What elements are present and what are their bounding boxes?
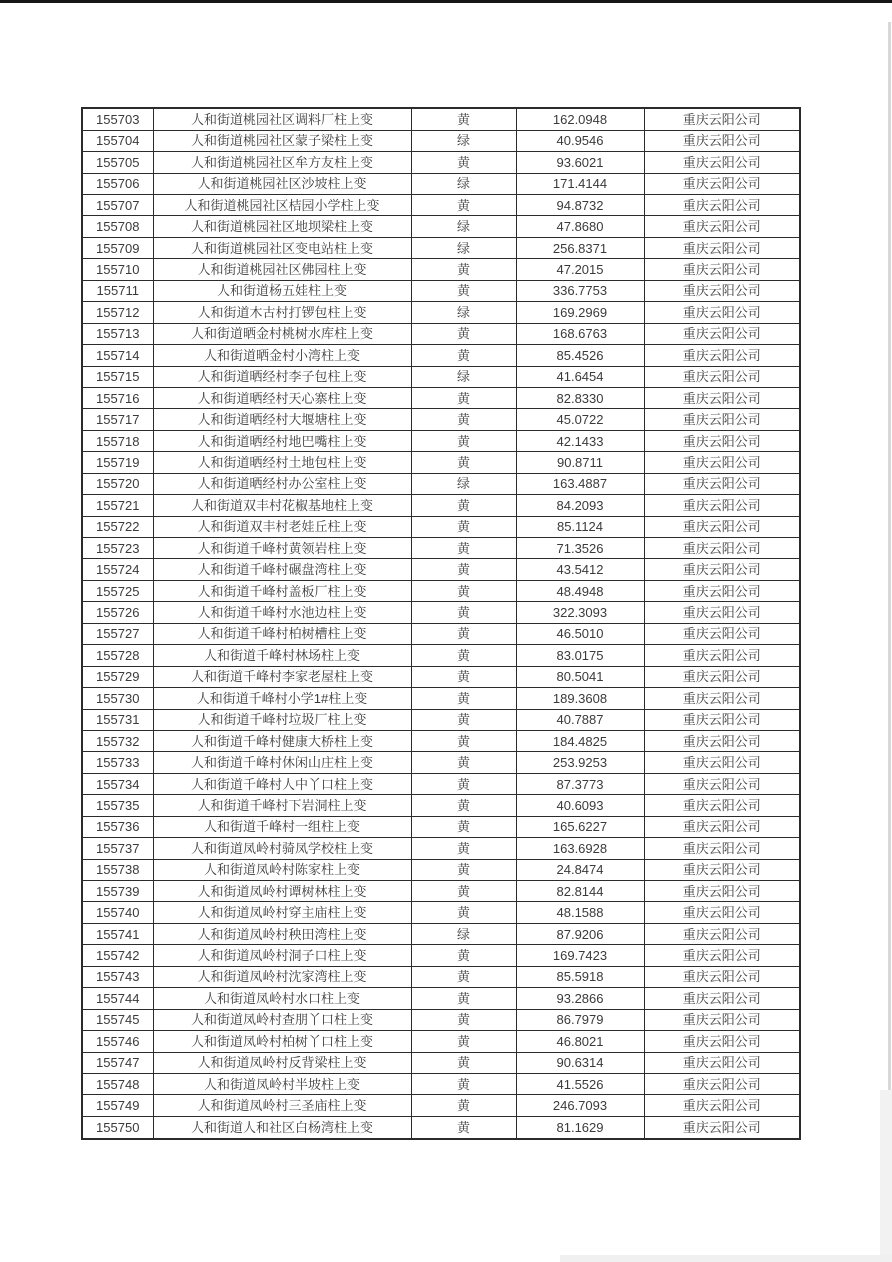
company-cell: 重庆云阳公司 — [644, 816, 800, 837]
value-cell: 84.2093 — [516, 495, 644, 516]
station-name-cell: 人和街道凤岭村水口柱上变 — [153, 988, 411, 1009]
table-row — [82, 452, 800, 473]
status-cell: 黄 — [411, 881, 516, 902]
row-id-cell: 155721 — [82, 495, 153, 516]
station-name-cell: 人和街道双丰村花椒基地柱上变 — [153, 495, 411, 516]
value-cell: 47.2015 — [516, 259, 644, 280]
station-name-cell: 人和街道千峰村林场柱上变 — [153, 645, 411, 666]
company-cell: 重庆云阳公司 — [644, 795, 800, 816]
company-cell: 重庆云阳公司 — [644, 1116, 800, 1139]
station-name-cell: 人和街道晒经村地巴嘴柱上变 — [153, 430, 411, 451]
station-name-cell: 人和街道凤岭村三圣庙柱上变 — [153, 1095, 411, 1116]
table-row — [82, 666, 800, 687]
station-name-cell: 人和街道凤岭村柏树丫口柱上变 — [153, 1031, 411, 1052]
table-row — [82, 323, 800, 344]
station-name-cell: 人和街道凤岭村沈家湾柱上变 — [153, 966, 411, 987]
station-name-cell: 人和街道千峰村碾盘湾柱上变 — [153, 559, 411, 580]
station-name-cell: 人和街道桃园社区佛园柱上变 — [153, 259, 411, 280]
value-cell: 163.6928 — [516, 838, 644, 859]
table-row — [82, 688, 800, 709]
status-cell: 黄 — [411, 1009, 516, 1030]
station-name-cell: 人和街道千峰村一组柱上变 — [153, 816, 411, 837]
station-name-cell: 人和街道千峰村垃圾厂柱上变 — [153, 709, 411, 730]
table-row — [82, 108, 800, 130]
value-cell: 246.7093 — [516, 1095, 644, 1116]
table-row — [82, 130, 800, 151]
row-id-cell: 155734 — [82, 773, 153, 794]
value-cell: 165.6227 — [516, 816, 644, 837]
row-id-cell: 155735 — [82, 795, 153, 816]
company-cell: 重庆云阳公司 — [644, 923, 800, 944]
value-cell: 85.1124 — [516, 516, 644, 537]
status-cell: 黄 — [411, 195, 516, 216]
company-cell: 重庆云阳公司 — [644, 859, 800, 880]
station-name-cell: 人和街道凤岭村查朋丫口柱上变 — [153, 1009, 411, 1030]
status-cell: 黄 — [411, 452, 516, 473]
station-name-cell: 人和街道千峰村柏树槽柱上变 — [153, 623, 411, 644]
company-cell: 重庆云阳公司 — [644, 259, 800, 280]
company-cell: 重庆云阳公司 — [644, 409, 800, 430]
value-cell: 90.6314 — [516, 1052, 644, 1073]
scan-right-shade — [880, 1090, 892, 1262]
station-name-cell: 人和街道千峰村盖板厂柱上变 — [153, 580, 411, 601]
value-cell: 47.8680 — [516, 216, 644, 237]
row-id-cell: 155715 — [82, 366, 153, 387]
scan-bottom-shade — [560, 1255, 892, 1262]
station-name-cell: 人和街道千峰村休闲山庄柱上变 — [153, 752, 411, 773]
status-cell: 黄 — [411, 666, 516, 687]
table-row — [82, 538, 800, 559]
value-cell: 169.7423 — [516, 945, 644, 966]
status-cell: 绿 — [411, 173, 516, 194]
value-cell: 82.8144 — [516, 881, 644, 902]
table-row — [82, 623, 800, 644]
status-cell: 绿 — [411, 237, 516, 258]
row-id-cell: 155740 — [82, 902, 153, 923]
row-id-cell: 155745 — [82, 1009, 153, 1030]
company-cell: 重庆云阳公司 — [644, 108, 800, 130]
status-cell: 黄 — [411, 602, 516, 623]
value-cell: 40.7887 — [516, 709, 644, 730]
row-id-cell: 155738 — [82, 859, 153, 880]
value-cell: 80.5041 — [516, 666, 644, 687]
table-row — [82, 259, 800, 280]
table-row — [82, 195, 800, 216]
value-cell: 82.8330 — [516, 387, 644, 408]
value-cell: 71.3526 — [516, 538, 644, 559]
value-cell: 87.9206 — [516, 923, 644, 944]
scan-right-edge — [888, 22, 891, 1262]
table-row — [82, 559, 800, 580]
status-cell: 黄 — [411, 816, 516, 837]
table-row — [82, 902, 800, 923]
station-name-cell: 人和街道凤岭村半坡柱上变 — [153, 1073, 411, 1094]
status-cell: 绿 — [411, 216, 516, 237]
station-name-cell: 人和街道晒经村大堰塘柱上变 — [153, 409, 411, 430]
status-cell: 黄 — [411, 966, 516, 987]
station-name-cell: 人和街道千峰村黄领岩柱上变 — [153, 538, 411, 559]
station-name-cell: 人和街道人和社区白杨湾柱上变 — [153, 1116, 411, 1139]
station-name-cell: 人和街道桃园社区蒙子梁柱上变 — [153, 130, 411, 151]
station-name-cell: 人和街道晒经村土地包柱上变 — [153, 452, 411, 473]
value-cell: 46.8021 — [516, 1031, 644, 1052]
station-name-cell: 人和街道千峰村李家老屋柱上变 — [153, 666, 411, 687]
value-cell: 40.6093 — [516, 795, 644, 816]
table-row — [82, 709, 800, 730]
value-cell: 46.5010 — [516, 623, 644, 644]
table-row — [82, 1031, 800, 1052]
company-cell: 重庆云阳公司 — [644, 173, 800, 194]
company-cell: 重庆云阳公司 — [644, 688, 800, 709]
row-id-cell: 155737 — [82, 838, 153, 859]
company-cell: 重庆云阳公司 — [644, 773, 800, 794]
row-id-cell: 155714 — [82, 345, 153, 366]
station-name-cell: 人和街道双丰村老娃丘柱上变 — [153, 516, 411, 537]
table-row — [82, 838, 800, 859]
row-id-cell: 155717 — [82, 409, 153, 430]
row-id-cell: 155706 — [82, 173, 153, 194]
status-cell: 绿 — [411, 302, 516, 323]
company-cell: 重庆云阳公司 — [644, 881, 800, 902]
status-cell: 黄 — [411, 345, 516, 366]
status-cell: 黄 — [411, 1116, 516, 1139]
value-cell: 162.0948 — [516, 108, 644, 130]
status-cell: 黄 — [411, 280, 516, 301]
value-cell: 81.1629 — [516, 1116, 644, 1139]
company-cell: 重庆云阳公司 — [644, 516, 800, 537]
value-cell: 184.4825 — [516, 730, 644, 751]
company-cell: 重庆云阳公司 — [644, 280, 800, 301]
value-cell: 41.5526 — [516, 1073, 644, 1094]
table-row — [82, 516, 800, 537]
row-id-cell: 155739 — [82, 881, 153, 902]
value-cell: 171.4144 — [516, 173, 644, 194]
table-row — [82, 752, 800, 773]
company-cell: 重庆云阳公司 — [644, 237, 800, 258]
row-id-cell: 155712 — [82, 302, 153, 323]
status-cell: 绿 — [411, 130, 516, 151]
row-id-cell: 155727 — [82, 623, 153, 644]
value-cell: 163.4887 — [516, 473, 644, 494]
station-name-cell: 人和街道桃园社区调料厂柱上变 — [153, 108, 411, 130]
value-cell: 336.7753 — [516, 280, 644, 301]
company-cell: 重庆云阳公司 — [644, 966, 800, 987]
table-row — [82, 859, 800, 880]
table-row — [82, 152, 800, 173]
table-row — [82, 473, 800, 494]
company-cell: 重庆云阳公司 — [644, 495, 800, 516]
table-row — [82, 173, 800, 194]
status-cell: 黄 — [411, 645, 516, 666]
company-cell: 重庆云阳公司 — [644, 302, 800, 323]
status-cell: 黄 — [411, 1073, 516, 1094]
table-row — [82, 795, 800, 816]
company-cell: 重庆云阳公司 — [644, 345, 800, 366]
table-row — [82, 430, 800, 451]
station-name-cell: 人和街道晒经村办公室柱上变 — [153, 473, 411, 494]
row-id-cell: 155711 — [82, 280, 153, 301]
value-cell: 45.0722 — [516, 409, 644, 430]
company-cell: 重庆云阳公司 — [644, 559, 800, 580]
table-row — [82, 1073, 800, 1094]
table-row — [82, 495, 800, 516]
company-cell: 重庆云阳公司 — [644, 988, 800, 1009]
status-cell: 黄 — [411, 795, 516, 816]
value-cell: 90.8711 — [516, 452, 644, 473]
company-cell: 重庆云阳公司 — [644, 216, 800, 237]
station-name-cell: 人和街道桃园社区变电站柱上变 — [153, 237, 411, 258]
row-id-cell: 155716 — [82, 387, 153, 408]
row-id-cell: 155719 — [82, 452, 153, 473]
station-name-cell: 人和街道凤岭村谭树林柱上变 — [153, 881, 411, 902]
status-cell: 黄 — [411, 1052, 516, 1073]
row-id-cell: 155705 — [82, 152, 153, 173]
station-name-cell: 人和街道杨五娃柱上变 — [153, 280, 411, 301]
status-cell: 绿 — [411, 923, 516, 944]
row-id-cell: 155729 — [82, 666, 153, 687]
company-cell: 重庆云阳公司 — [644, 130, 800, 151]
row-id-cell: 155723 — [82, 538, 153, 559]
station-name-cell: 人和街道桃园社区沙坡柱上变 — [153, 173, 411, 194]
row-id-cell: 155741 — [82, 923, 153, 944]
row-id-cell: 155748 — [82, 1073, 153, 1094]
table-row — [82, 773, 800, 794]
value-cell: 189.3608 — [516, 688, 644, 709]
status-cell: 黄 — [411, 387, 516, 408]
table-row — [82, 881, 800, 902]
status-cell: 黄 — [411, 688, 516, 709]
company-cell: 重庆云阳公司 — [644, 1009, 800, 1030]
company-cell: 重庆云阳公司 — [644, 538, 800, 559]
row-id-cell: 155704 — [82, 130, 153, 151]
table-row — [82, 816, 800, 837]
status-cell: 黄 — [411, 945, 516, 966]
station-name-cell: 人和街道凤岭村秧田湾柱上变 — [153, 923, 411, 944]
value-cell: 322.3093 — [516, 602, 644, 623]
row-id-cell: 155743 — [82, 966, 153, 987]
data-table — [81, 107, 801, 1140]
station-name-cell: 人和街道凤岭村骑凤学校柱上变 — [153, 838, 411, 859]
station-name-cell: 人和街道木古村打锣包柱上变 — [153, 302, 411, 323]
status-cell: 黄 — [411, 1095, 516, 1116]
table-row — [82, 730, 800, 751]
company-cell: 重庆云阳公司 — [644, 366, 800, 387]
row-id-cell: 155749 — [82, 1095, 153, 1116]
station-name-cell: 人和街道晒经村天心寨柱上变 — [153, 387, 411, 408]
row-id-cell: 155710 — [82, 259, 153, 280]
status-cell: 黄 — [411, 988, 516, 1009]
value-cell: 93.2866 — [516, 988, 644, 1009]
row-id-cell: 155746 — [82, 1031, 153, 1052]
value-cell: 41.6454 — [516, 366, 644, 387]
table-row — [82, 1009, 800, 1030]
status-cell: 黄 — [411, 773, 516, 794]
value-cell: 86.7979 — [516, 1009, 644, 1030]
row-id-cell: 155732 — [82, 730, 153, 751]
row-id-cell: 155733 — [82, 752, 153, 773]
station-name-cell: 人和街道晒经村李子包柱上变 — [153, 366, 411, 387]
status-cell: 黄 — [411, 323, 516, 344]
company-cell: 重庆云阳公司 — [644, 945, 800, 966]
value-cell: 169.2969 — [516, 302, 644, 323]
status-cell: 黄 — [411, 495, 516, 516]
table-row — [82, 280, 800, 301]
status-cell: 黄 — [411, 902, 516, 923]
row-id-cell: 155742 — [82, 945, 153, 966]
table-row — [82, 345, 800, 366]
value-cell: 256.8371 — [516, 237, 644, 258]
status-cell: 黄 — [411, 152, 516, 173]
row-id-cell: 155707 — [82, 195, 153, 216]
value-cell: 83.0175 — [516, 645, 644, 666]
table-row — [82, 988, 800, 1009]
company-cell: 重庆云阳公司 — [644, 580, 800, 601]
station-name-cell: 人和街道千峰村健康大桥柱上变 — [153, 730, 411, 751]
status-cell: 黄 — [411, 1031, 516, 1052]
company-cell: 重庆云阳公司 — [644, 752, 800, 773]
company-cell: 重庆云阳公司 — [644, 1052, 800, 1073]
row-id-cell: 155750 — [82, 1116, 153, 1139]
value-cell: 85.5918 — [516, 966, 644, 987]
station-name-cell: 人和街道凤岭村穿主庙柱上变 — [153, 902, 411, 923]
company-cell: 重庆云阳公司 — [644, 323, 800, 344]
row-id-cell: 155725 — [82, 580, 153, 601]
status-cell: 绿 — [411, 366, 516, 387]
value-cell: 87.3773 — [516, 773, 644, 794]
table-row — [82, 237, 800, 258]
station-name-cell: 人和街道千峰村人中丫口柱上变 — [153, 773, 411, 794]
row-id-cell: 155724 — [82, 559, 153, 580]
station-name-cell: 人和街道晒金村桃树水库柱上变 — [153, 323, 411, 344]
row-id-cell: 155726 — [82, 602, 153, 623]
row-id-cell: 155718 — [82, 430, 153, 451]
status-cell: 黄 — [411, 409, 516, 430]
row-id-cell: 155703 — [82, 108, 153, 130]
value-cell: 40.9546 — [516, 130, 644, 151]
value-cell: 42.1433 — [516, 430, 644, 451]
company-cell: 重庆云阳公司 — [644, 645, 800, 666]
company-cell: 重庆云阳公司 — [644, 666, 800, 687]
table-body — [82, 108, 800, 1139]
company-cell: 重庆云阳公司 — [644, 430, 800, 451]
company-cell: 重庆云阳公司 — [644, 902, 800, 923]
station-name-cell: 人和街道千峰村下岩洞柱上变 — [153, 795, 411, 816]
company-cell: 重庆云阳公司 — [644, 473, 800, 494]
status-cell: 黄 — [411, 623, 516, 644]
company-cell: 重庆云阳公司 — [644, 709, 800, 730]
company-cell: 重庆云阳公司 — [644, 1031, 800, 1052]
station-name-cell: 人和街道千峰村小学1#柱上变 — [153, 688, 411, 709]
station-name-cell: 人和街道晒金村小湾柱上变 — [153, 345, 411, 366]
company-cell: 重庆云阳公司 — [644, 452, 800, 473]
value-cell: 93.6021 — [516, 152, 644, 173]
status-cell: 黄 — [411, 108, 516, 130]
row-id-cell: 155720 — [82, 473, 153, 494]
table-row — [82, 1095, 800, 1116]
station-name-cell: 人和街道桃园社区牟方友柱上变 — [153, 152, 411, 173]
station-name-cell: 人和街道凤岭村反背梁柱上变 — [153, 1052, 411, 1073]
station-name-cell: 人和街道千峰村水池边柱上变 — [153, 602, 411, 623]
status-cell: 绿 — [411, 473, 516, 494]
status-cell: 黄 — [411, 730, 516, 751]
table-row — [82, 1052, 800, 1073]
status-cell: 黄 — [411, 538, 516, 559]
row-id-cell: 155730 — [82, 688, 153, 709]
station-name-cell: 人和街道桃园社区桔园小学柱上变 — [153, 195, 411, 216]
status-cell: 黄 — [411, 838, 516, 859]
status-cell: 黄 — [411, 516, 516, 537]
status-cell: 黄 — [411, 580, 516, 601]
table-row — [82, 923, 800, 944]
value-cell: 168.6763 — [516, 323, 644, 344]
value-cell: 253.9253 — [516, 752, 644, 773]
row-id-cell: 155744 — [82, 988, 153, 1009]
table-row — [82, 409, 800, 430]
value-cell: 85.4526 — [516, 345, 644, 366]
station-name-cell: 人和街道凤岭村洞子口柱上变 — [153, 945, 411, 966]
table-row — [82, 387, 800, 408]
company-cell: 重庆云阳公司 — [644, 195, 800, 216]
row-id-cell: 155722 — [82, 516, 153, 537]
table-row — [82, 1116, 800, 1139]
table-row — [82, 216, 800, 237]
scan-top-edge — [0, 0, 892, 3]
table-row — [82, 602, 800, 623]
value-cell: 94.8732 — [516, 195, 644, 216]
row-id-cell: 155747 — [82, 1052, 153, 1073]
status-cell: 黄 — [411, 559, 516, 580]
company-cell: 重庆云阳公司 — [644, 602, 800, 623]
company-cell: 重庆云阳公司 — [644, 838, 800, 859]
row-id-cell: 155736 — [82, 816, 153, 837]
company-cell: 重庆云阳公司 — [644, 623, 800, 644]
company-cell: 重庆云阳公司 — [644, 1073, 800, 1094]
table-row — [82, 645, 800, 666]
station-name-cell: 人和街道凤岭村陈家柱上变 — [153, 859, 411, 880]
row-id-cell: 155708 — [82, 216, 153, 237]
table-row — [82, 580, 800, 601]
status-cell: 黄 — [411, 859, 516, 880]
value-cell: 43.5412 — [516, 559, 644, 580]
table-row — [82, 945, 800, 966]
table-row — [82, 302, 800, 323]
row-id-cell: 155728 — [82, 645, 153, 666]
company-cell: 重庆云阳公司 — [644, 1095, 800, 1116]
station-name-cell: 人和街道桃园社区地坝梁柱上变 — [153, 216, 411, 237]
status-cell: 黄 — [411, 259, 516, 280]
value-cell: 48.1588 — [516, 902, 644, 923]
company-cell: 重庆云阳公司 — [644, 387, 800, 408]
status-cell: 黄 — [411, 752, 516, 773]
company-cell: 重庆云阳公司 — [644, 730, 800, 751]
value-cell: 48.4948 — [516, 580, 644, 601]
status-cell: 黄 — [411, 709, 516, 730]
company-cell: 重庆云阳公司 — [644, 152, 800, 173]
status-cell: 黄 — [411, 430, 516, 451]
table-row — [82, 366, 800, 387]
row-id-cell: 155709 — [82, 237, 153, 258]
value-cell: 24.8474 — [516, 859, 644, 880]
row-id-cell: 155731 — [82, 709, 153, 730]
row-id-cell: 155713 — [82, 323, 153, 344]
table-row — [82, 966, 800, 987]
